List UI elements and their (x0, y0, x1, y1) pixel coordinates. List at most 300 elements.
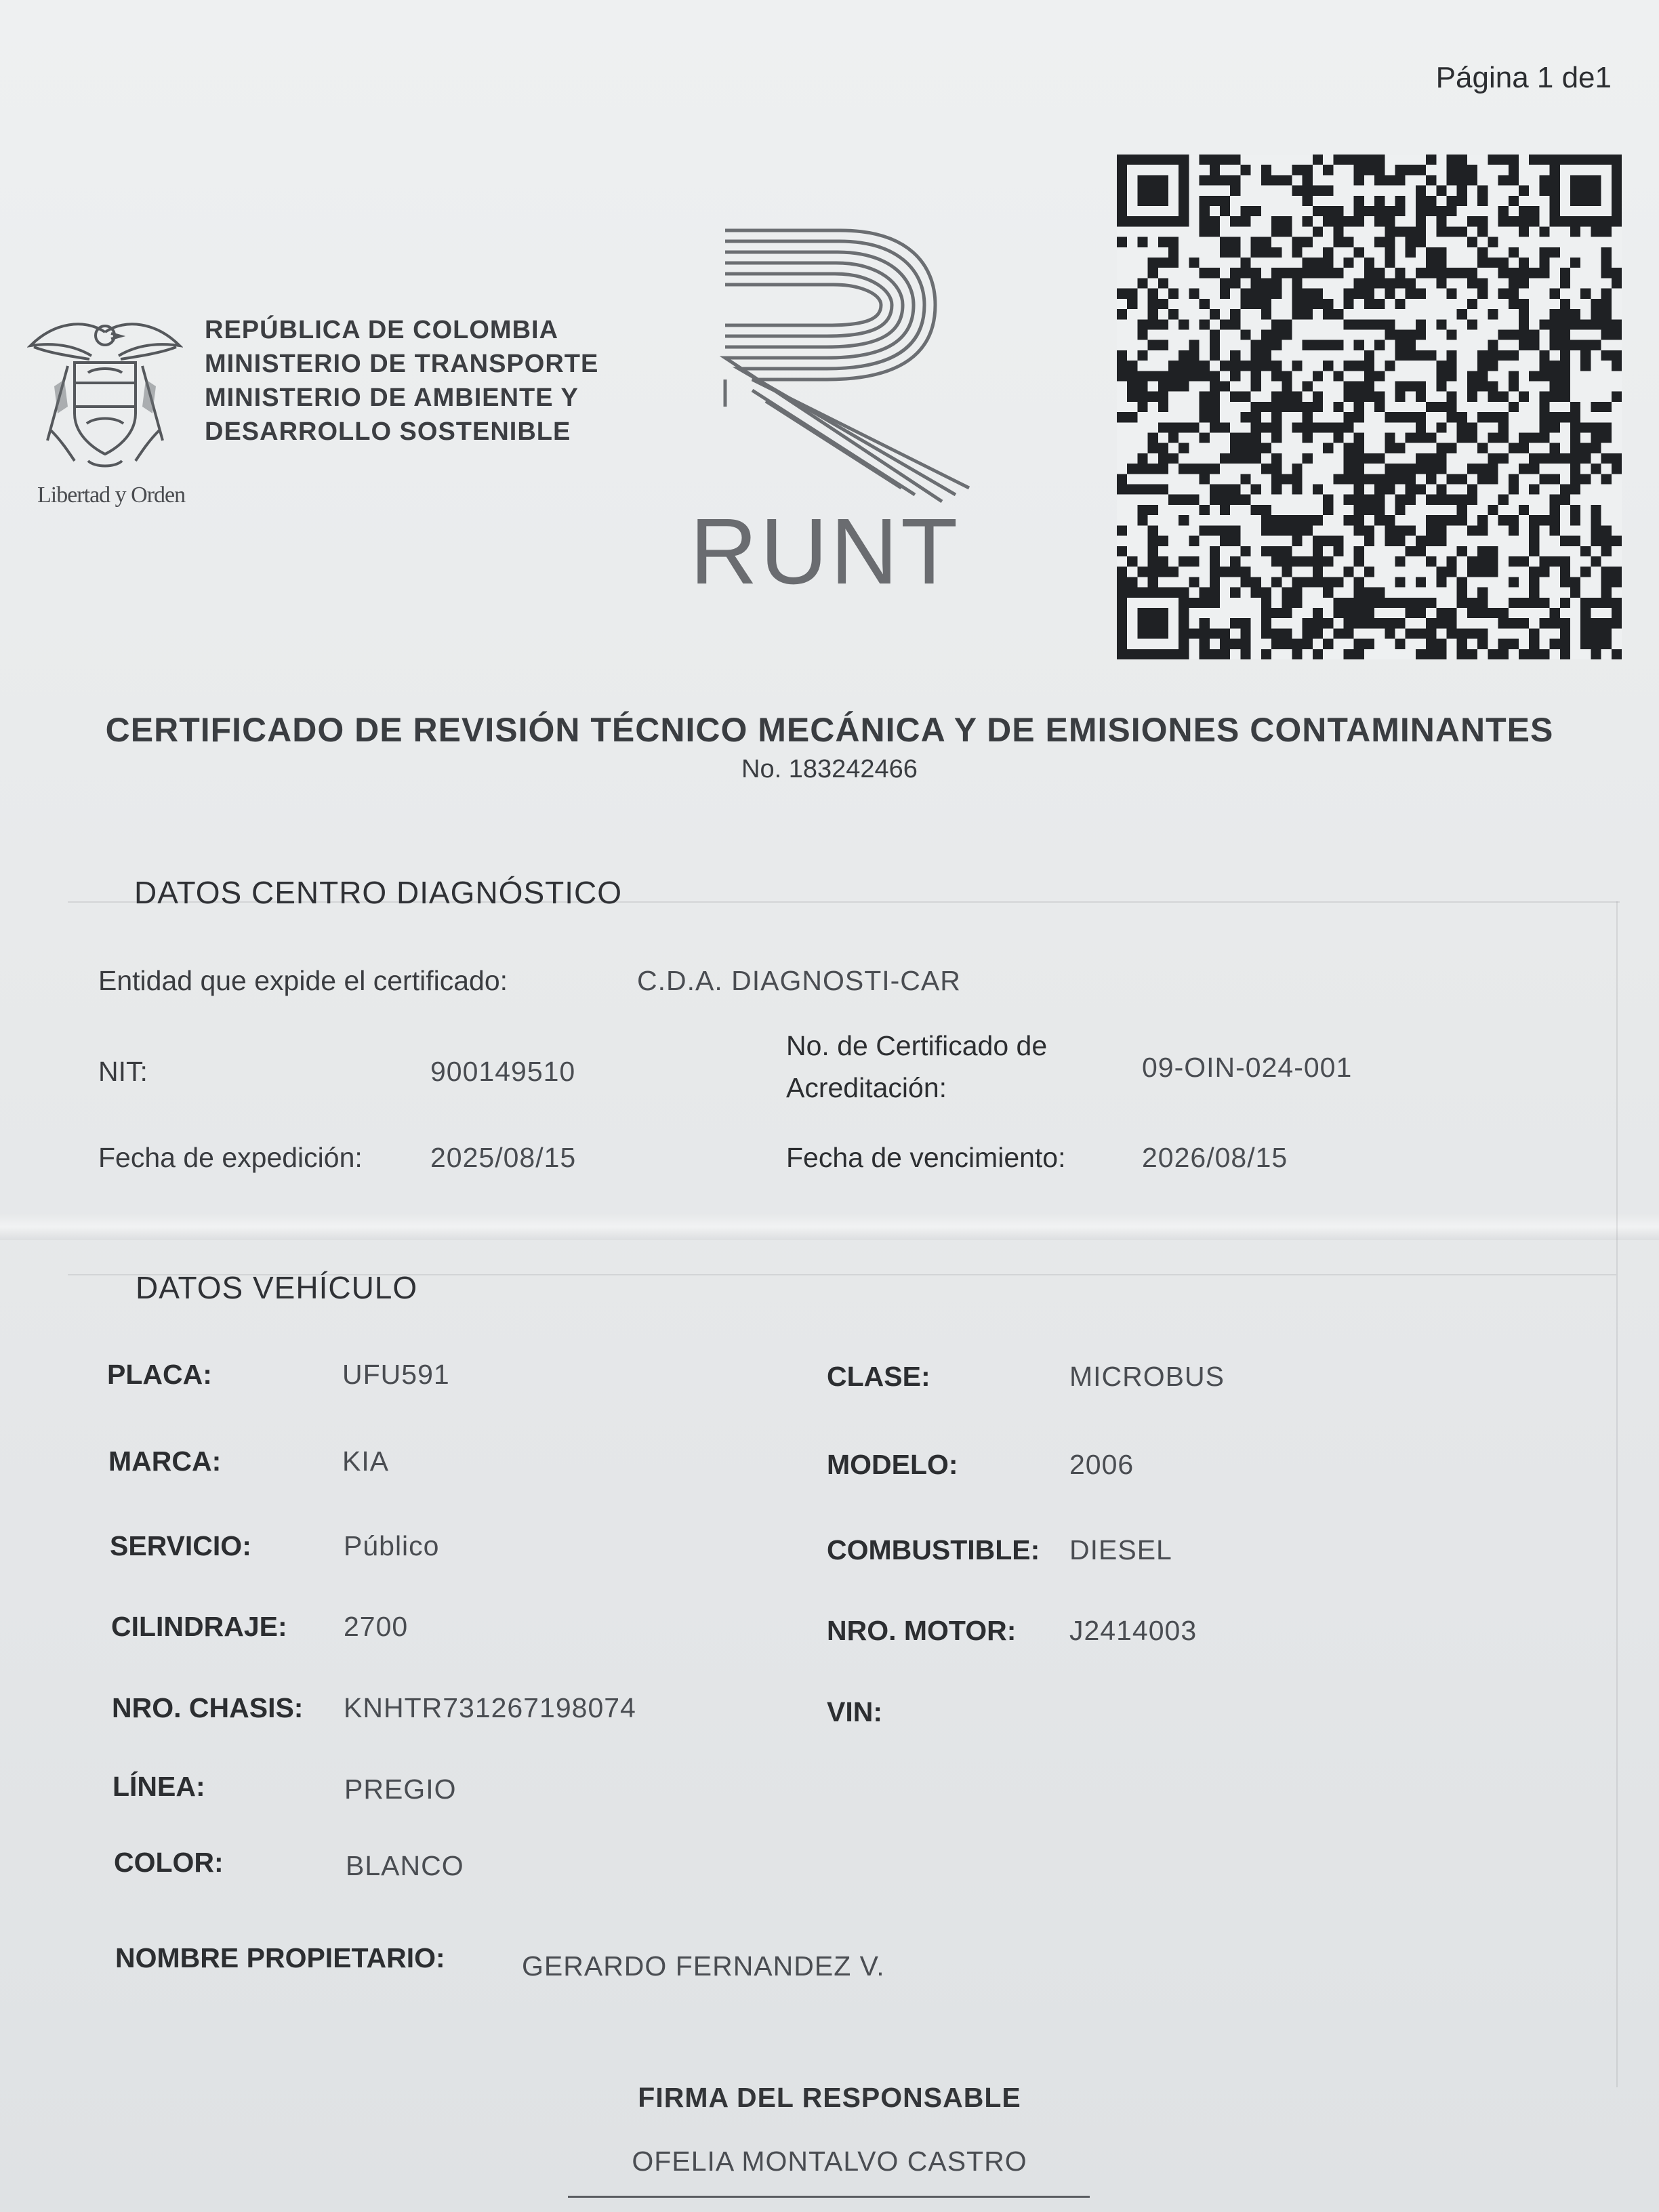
entity-label: Entidad que expide el certificado: (98, 965, 508, 996)
qr-module (1313, 392, 1323, 402)
qr-module (1457, 598, 1467, 608)
qr-module (1385, 278, 1395, 288)
qr-module (1488, 155, 1498, 165)
qr-module (1519, 505, 1529, 515)
qr-module (1509, 485, 1519, 495)
qr-module (1303, 196, 1313, 206)
qr-module (1158, 556, 1168, 567)
qr-module (1343, 618, 1353, 628)
qr-module (1426, 258, 1436, 268)
qr-module (1251, 299, 1261, 309)
qr-module (1189, 340, 1199, 350)
qr-module (1303, 556, 1313, 567)
qr-module (1251, 268, 1261, 278)
qr-module (1200, 268, 1210, 278)
qr-module (1467, 268, 1477, 278)
qr-module (1148, 319, 1158, 329)
qr-module (1374, 474, 1385, 484)
qr-module (1591, 443, 1601, 453)
qr-module (1210, 268, 1220, 278)
nit-label: NIT: (98, 1056, 148, 1087)
qr-module (1570, 588, 1580, 598)
qr-module (1292, 525, 1302, 535)
qr-module (1210, 196, 1220, 206)
qr-module (1550, 319, 1560, 329)
qr-module (1447, 567, 1457, 577)
qr-module (1426, 196, 1436, 206)
qr-module (1406, 495, 1416, 505)
qr-module (1560, 598, 1570, 608)
qr-module (1529, 216, 1539, 226)
qr-module (1117, 525, 1127, 535)
qr-module (1436, 525, 1446, 535)
qr-module (1271, 464, 1282, 474)
qr-module (1498, 258, 1509, 268)
qr-module (1333, 422, 1343, 432)
qr-module (1477, 350, 1488, 361)
qr-module (1406, 546, 1416, 556)
qr-module (1323, 536, 1333, 546)
qr-module (1210, 495, 1220, 505)
qr-module (1406, 329, 1416, 340)
qr-module (1539, 186, 1549, 196)
qr-module (1570, 474, 1580, 484)
qr-module (1539, 319, 1549, 329)
qr-module (1333, 598, 1343, 608)
qr-module (1354, 474, 1364, 484)
qr-module (1447, 350, 1457, 361)
qr-module (1539, 226, 1549, 237)
qr-module (1117, 350, 1127, 361)
qr-module (1189, 556, 1199, 567)
qr-module (1467, 598, 1477, 608)
qr-module (1179, 381, 1189, 391)
qr-module (1539, 515, 1549, 525)
qr-module (1313, 299, 1323, 309)
qr-module (1447, 392, 1457, 402)
qr-module (1148, 546, 1158, 556)
qr-module (1385, 433, 1395, 443)
qr-module (1220, 422, 1230, 432)
qr-module (1539, 649, 1549, 659)
entity-value: C.D.A. DIAGNOSTI-CAR (637, 965, 961, 996)
qr-module (1230, 392, 1240, 402)
qr-module (1179, 422, 1189, 432)
qr-module (1395, 618, 1406, 628)
qr-module (1261, 247, 1271, 258)
qr-finder-edge (1550, 216, 1622, 226)
qr-module (1570, 340, 1580, 350)
engine-number-label: NRO. MOTOR: (827, 1615, 1017, 1646)
qr-module (1436, 485, 1446, 495)
qr-module (1539, 155, 1549, 165)
qr-module (1240, 443, 1250, 453)
qr-module (1457, 546, 1467, 556)
qr-module (1395, 412, 1406, 422)
qr-module (1488, 556, 1498, 567)
qr-module (1529, 453, 1539, 464)
qr-module (1200, 474, 1210, 484)
qr-module (1385, 329, 1395, 340)
qr-module (1395, 340, 1406, 350)
qr-module (1601, 567, 1612, 577)
qr-module (1220, 247, 1230, 258)
qr-module (1395, 196, 1406, 206)
qr-module (1292, 247, 1302, 258)
qr-module (1158, 237, 1168, 247)
qr-module (1158, 278, 1168, 288)
qr-module (1158, 453, 1168, 464)
qr-module (1591, 505, 1601, 515)
qr-module (1343, 515, 1353, 525)
qr-module (1220, 536, 1230, 546)
engine-number-value: J2414003 (1069, 1615, 1197, 1646)
qr-module (1529, 577, 1539, 587)
qr-module (1210, 165, 1220, 175)
qr-module (1447, 474, 1457, 484)
qr-module (1488, 258, 1498, 268)
qr-module (1601, 588, 1612, 598)
qr-module (1303, 402, 1313, 412)
qr-module (1292, 556, 1302, 567)
qr-module (1519, 329, 1529, 340)
qr-module (1550, 422, 1560, 432)
qr-module (1343, 258, 1353, 268)
qr-module (1385, 443, 1395, 453)
qr-module (1591, 309, 1601, 319)
qr-module (1210, 588, 1220, 598)
page-number: Página 1 de1 (1435, 61, 1612, 94)
qr-module (1560, 350, 1570, 361)
qr-module (1447, 226, 1457, 237)
qr-finder-center (1137, 175, 1168, 206)
qr-module (1313, 608, 1323, 618)
qr-finder-edge (1117, 588, 1127, 659)
qr-module (1426, 495, 1436, 505)
qr-module (1374, 319, 1385, 329)
qr-module (1374, 588, 1385, 598)
qr-module (1343, 237, 1353, 247)
qr-module (1560, 371, 1570, 381)
qr-module (1406, 474, 1416, 484)
qr-module (1395, 536, 1406, 546)
qr-module (1385, 474, 1395, 484)
qr-module (1416, 165, 1426, 175)
qr-module (1519, 392, 1529, 402)
qr-module (1158, 464, 1168, 474)
qr-module (1271, 515, 1282, 525)
qr-module (1395, 381, 1406, 391)
qr-module (1601, 433, 1612, 443)
qr-module (1447, 155, 1457, 165)
qr-module (1509, 556, 1519, 567)
qr-module (1612, 361, 1622, 371)
qr-module (1477, 381, 1488, 391)
qr-module (1179, 464, 1189, 474)
qr-module (1333, 628, 1343, 638)
qr-module (1529, 628, 1539, 638)
qr-module (1220, 525, 1230, 535)
qr-module (1117, 485, 1127, 495)
qr-module (1591, 618, 1601, 628)
brand-value: KIA (342, 1446, 390, 1477)
qr-module (1570, 258, 1580, 268)
qr-module (1210, 329, 1220, 340)
qr-module (1406, 598, 1416, 608)
qr-module (1282, 319, 1292, 329)
qr-module (1488, 546, 1498, 556)
qr-module (1447, 206, 1457, 216)
qr-module (1210, 412, 1220, 422)
qr-module (1261, 598, 1271, 608)
accreditation-label (786, 1025, 1047, 1109)
qr-module (1488, 567, 1498, 577)
qr-module (1436, 618, 1446, 628)
qr-module (1282, 588, 1292, 598)
qr-module (1509, 329, 1519, 340)
qr-module (1261, 649, 1271, 659)
qr-module (1477, 216, 1488, 226)
qr-module (1519, 598, 1529, 608)
qr-module (1303, 299, 1313, 309)
qr-module (1323, 577, 1333, 587)
qr-module (1323, 258, 1333, 268)
qr-module (1509, 577, 1519, 587)
qr-module (1416, 268, 1426, 278)
qr-module (1230, 433, 1240, 443)
qr-module (1220, 278, 1230, 288)
qr-module (1220, 361, 1230, 371)
qr-module (1591, 422, 1601, 432)
qr-module (1261, 175, 1271, 185)
qr-module (1240, 495, 1250, 505)
qr-module (1436, 536, 1446, 546)
fuel-label: COMBUSTIBLE: (827, 1534, 1040, 1565)
qr-module (1591, 628, 1601, 638)
qr-module (1519, 433, 1529, 443)
qr-module (1148, 371, 1158, 381)
qr-module (1271, 485, 1282, 495)
qr-module (1529, 268, 1539, 278)
qr-module (1230, 567, 1240, 577)
qr-module (1292, 422, 1302, 432)
qr-module (1137, 237, 1147, 247)
qr-module (1261, 237, 1271, 247)
qr-module (1261, 329, 1271, 340)
qr-module (1539, 556, 1549, 567)
qr-module (1271, 412, 1282, 422)
qr-module (1271, 371, 1282, 381)
qr-module (1200, 412, 1210, 422)
qr-module (1457, 505, 1467, 515)
qr-module (1210, 371, 1220, 381)
qr-module (1333, 371, 1343, 381)
qr-module (1477, 608, 1488, 618)
qr-module (1550, 371, 1560, 381)
qr-module (1230, 247, 1240, 258)
qr-module (1189, 422, 1199, 432)
qr-module (1261, 608, 1271, 618)
qr-module (1395, 525, 1406, 535)
qr-module (1251, 278, 1261, 288)
qr-module (1240, 433, 1250, 443)
qr-module (1323, 495, 1333, 505)
qr-module (1509, 216, 1519, 226)
qr-module (1137, 392, 1147, 402)
qr-module (1529, 649, 1539, 659)
qr-module (1395, 443, 1406, 453)
vin-label: VIN: (827, 1696, 882, 1727)
qr-module (1333, 206, 1343, 216)
qr-module (1498, 495, 1509, 505)
qr-module (1591, 515, 1601, 525)
qr-module (1333, 536, 1343, 546)
qr-module (1550, 412, 1560, 422)
qr-module (1498, 649, 1509, 659)
qr-module (1210, 216, 1220, 226)
qr-module (1137, 350, 1147, 361)
model-value: 2006 (1069, 1449, 1134, 1480)
qr-module (1354, 639, 1364, 649)
qr-module (1292, 536, 1302, 546)
qr-module (1457, 186, 1467, 196)
qr-module (1395, 329, 1406, 340)
qr-module (1395, 556, 1406, 567)
qr-module (1477, 186, 1488, 196)
qr-module (1416, 196, 1426, 206)
qr-module (1179, 361, 1189, 371)
qr-module (1333, 226, 1343, 237)
qr-module (1416, 536, 1426, 546)
qr-module (1477, 196, 1488, 206)
qr-module (1550, 495, 1560, 505)
qr-module (1406, 278, 1416, 288)
qr-module (1323, 268, 1333, 278)
qr-module (1220, 206, 1230, 216)
qr-module (1148, 299, 1158, 309)
qr-module (1210, 381, 1220, 391)
qr-module (1601, 618, 1612, 628)
qr-module (1601, 639, 1612, 649)
qr-module (1374, 155, 1385, 165)
qr-module (1385, 485, 1395, 495)
qr-module (1570, 464, 1580, 474)
qr-finder-center (1137, 608, 1168, 639)
qr-module (1158, 340, 1168, 350)
owner-label: NOMBRE PROPIETARIO: (115, 1942, 445, 1973)
qr-module (1570, 412, 1580, 422)
qr-module (1385, 247, 1395, 258)
qr-module (1385, 515, 1395, 525)
qr-module (1240, 474, 1250, 484)
qr-module (1374, 598, 1385, 608)
qr-finder-edge (1179, 588, 1189, 659)
qr-module (1447, 268, 1457, 278)
qr-module (1539, 598, 1549, 608)
qr-module (1364, 268, 1374, 278)
qr-module (1251, 206, 1261, 216)
qr-module (1467, 464, 1477, 474)
qr-module (1282, 226, 1292, 237)
qr-module (1529, 155, 1539, 165)
qr-module (1560, 340, 1570, 350)
qr-module (1550, 556, 1560, 567)
signature-line (568, 2196, 1090, 2198)
qr-module (1374, 402, 1385, 412)
qr-module (1343, 464, 1353, 474)
qr-module (1601, 577, 1612, 587)
qr-module (1467, 381, 1477, 391)
qr-module (1271, 525, 1282, 535)
qr-module (1240, 361, 1250, 371)
qr-module (1303, 237, 1313, 247)
qr-module (1395, 268, 1406, 278)
qr-module (1509, 402, 1519, 412)
qr-module (1158, 299, 1168, 309)
qr-module (1271, 577, 1282, 587)
qr-module (1303, 453, 1313, 464)
qr-module (1168, 453, 1179, 464)
qr-module (1210, 598, 1220, 608)
qr-module (1354, 165, 1364, 175)
qr-module (1539, 567, 1549, 577)
qr-module (1354, 278, 1364, 288)
qr-module (1333, 216, 1343, 226)
qr-module (1148, 485, 1158, 495)
qr-module (1509, 515, 1519, 525)
qr-module (1580, 618, 1591, 628)
qr-module (1374, 371, 1385, 381)
qr-module (1488, 433, 1498, 443)
qr-module (1220, 381, 1230, 391)
qr-module (1343, 299, 1353, 309)
accreditation-value: 09-OIN-024-001 (1142, 1052, 1353, 1083)
qr-module (1457, 433, 1467, 443)
qr-module (1158, 258, 1168, 268)
qr-module (1220, 505, 1230, 515)
qr-module (1137, 515, 1147, 525)
qr-module (1343, 155, 1353, 165)
qr-module (1498, 175, 1509, 185)
qr-module (1354, 361, 1364, 371)
qr-module (1230, 175, 1240, 185)
qr-module (1313, 289, 1323, 299)
qr-module (1292, 268, 1302, 278)
qr-module (1601, 453, 1612, 464)
qr-module (1333, 608, 1343, 618)
qr-module (1539, 371, 1549, 381)
qr-module (1168, 371, 1179, 381)
qr-module (1374, 340, 1385, 350)
displacement-label: CILINDRAJE: (111, 1611, 287, 1642)
qr-module (1509, 598, 1519, 608)
qr-module (1447, 165, 1457, 175)
qr-module (1550, 639, 1560, 649)
qr-module (1220, 485, 1230, 495)
qr-module (1467, 392, 1477, 402)
qr-module (1210, 485, 1220, 495)
qr-module (1364, 361, 1374, 371)
qr-module (1323, 216, 1333, 226)
qr-module (1354, 175, 1364, 185)
qr-module (1158, 443, 1168, 453)
qr-module (1127, 392, 1137, 402)
qr-module (1457, 155, 1467, 165)
qr-module (1374, 206, 1385, 216)
qr-module (1282, 567, 1292, 577)
qr-module (1436, 649, 1446, 659)
qr-module (1477, 371, 1488, 381)
